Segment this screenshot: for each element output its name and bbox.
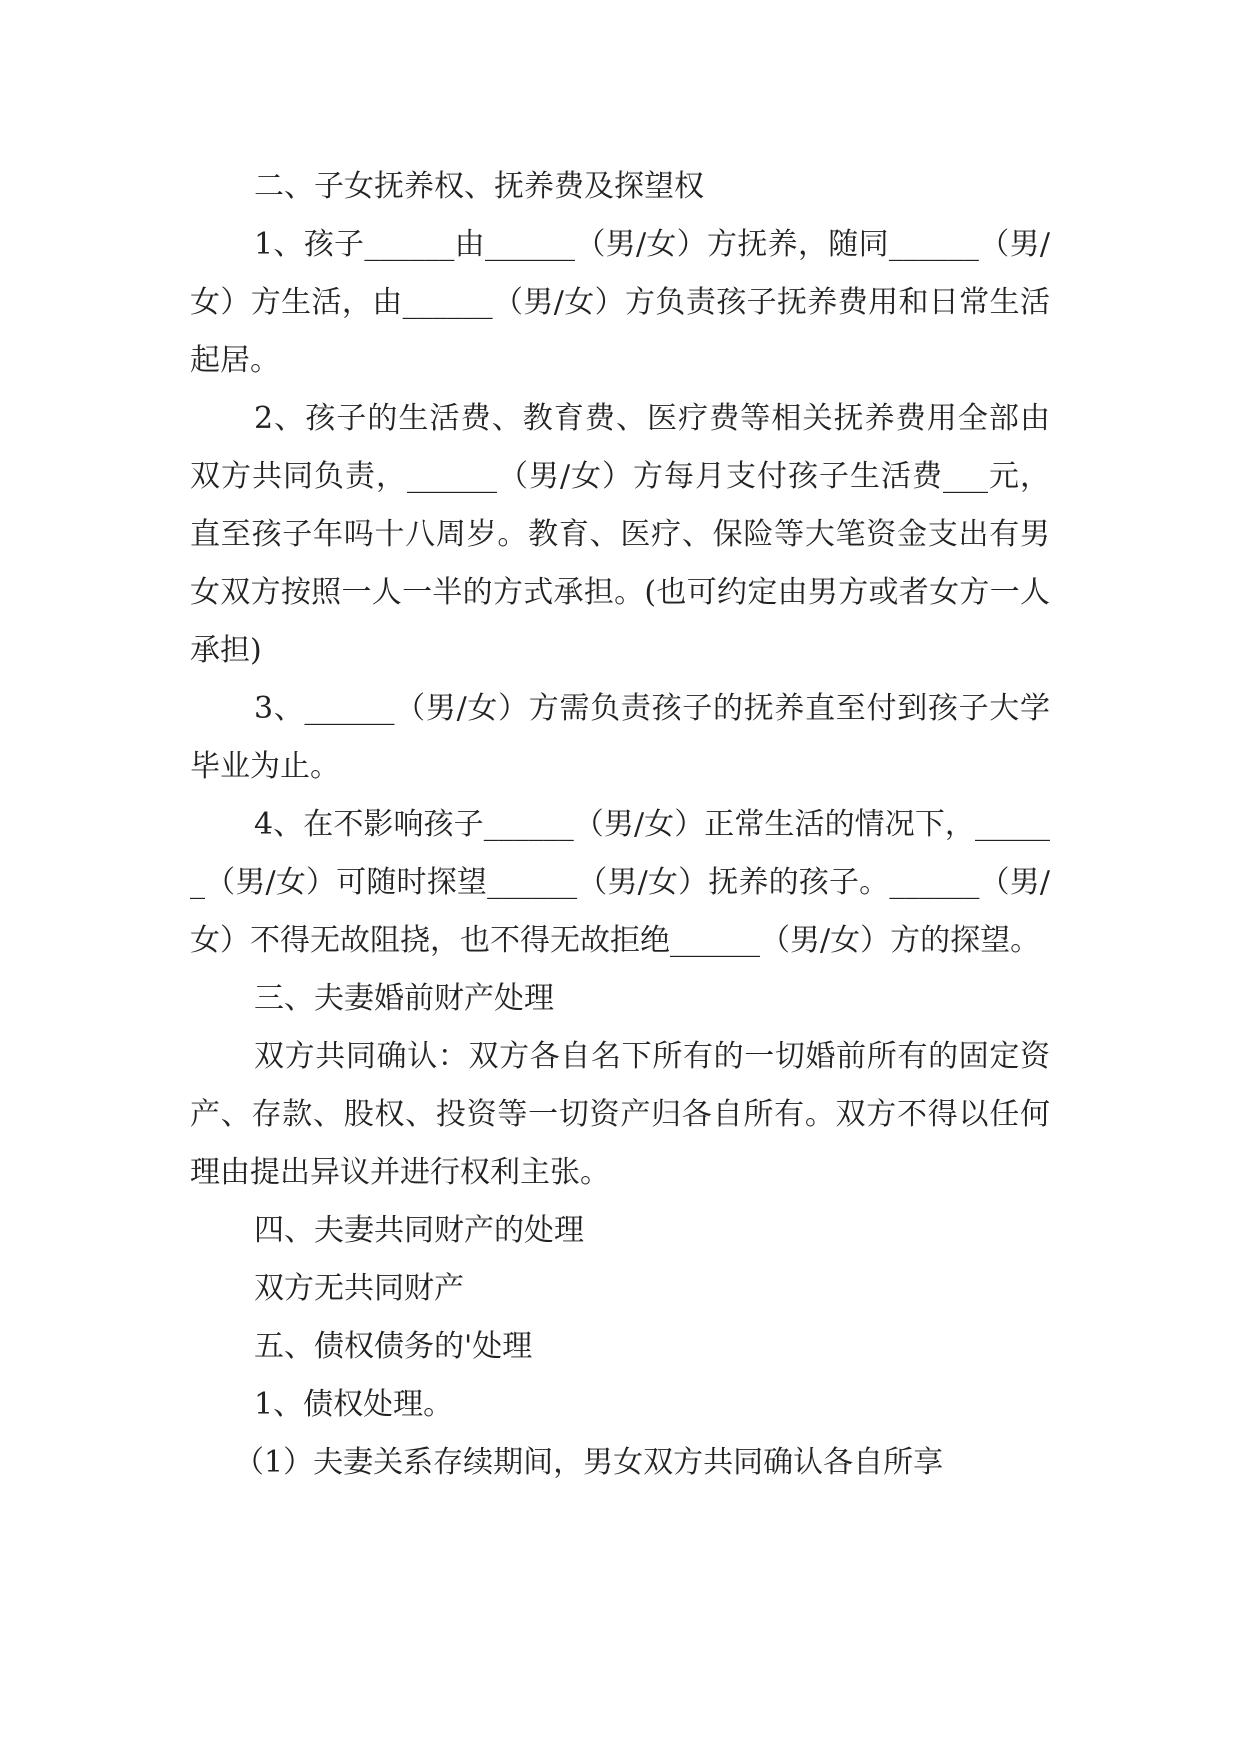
clause-premarital-property: 双方共同确认：双方各自名下所有的一切婚前所有的固定资产、存款、股权、投资等一切资产归各自所有。双方不得以任何理由提出异议并进行权利主张。 bbox=[190, 1039, 1050, 1190]
clause-support-payment: 2、孩子的生活费、教育费、医疗费等相关抚养费用全部由双方共同负责，______（男/女）方每月支付孩子生活费___元，直至孩子年吗十八周岁。教育、医疗、保险等大笔资金支出有男女双方按照一人一半的方式承担。(也可约定由男方或者女方一人承担) bbox=[190, 401, 1050, 668]
clause-joint-property: 双方无共同财产 bbox=[254, 1271, 464, 1306]
clause-claims-handling: 1、债权处理。 bbox=[254, 1387, 454, 1422]
section-heading-premarital-property: 三、夫妻婚前财产处理 bbox=[254, 981, 554, 1016]
clause-support-until-graduation: 3、______（男/女）方需负责孩子的抚养直至付到孩子大学毕业为止。 bbox=[190, 691, 1050, 784]
section-heading-custody: 二、子女抚养权、抚养费及探望权 bbox=[254, 169, 704, 204]
section-heading-debts: 五、债权债务的'处理 bbox=[254, 1329, 533, 1364]
section-heading-joint-property: 四、夫妻共同财产的处理 bbox=[254, 1213, 584, 1248]
clause-visitation: 4、在不影响孩子______（男/女）正常生活的情况下，______（男/女）可随时探望______（男/女）抚养的孩子。______（男/女）不得无故阻挠，也不得无故拒绝______（男/女）方的探望。 bbox=[190, 807, 1050, 958]
clause-custody-arrangement: 1、孩子______由______（男/女）方抚养，随同______（男/女）方生活，由______（男/女）方负责孩子抚养费用和日常生活起居。 bbox=[190, 227, 1050, 378]
document-body bbox=[190, 158, 1050, 1492]
clause-claims-detail: （1）夫妻关系存续期间，男女双方共同确认各自所享 bbox=[234, 1445, 944, 1480]
